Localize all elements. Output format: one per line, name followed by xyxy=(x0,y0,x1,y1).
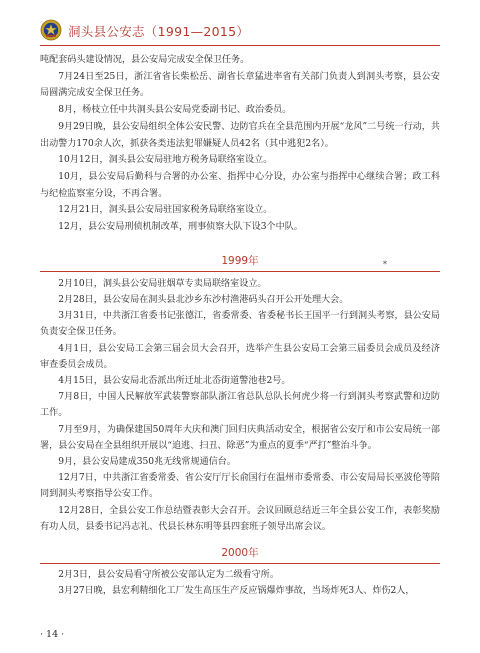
page-number: · 14 · xyxy=(40,629,65,640)
paragraph: 10月12日，洞头县公安局驻地方税务局联络室设立。 xyxy=(58,155,273,166)
paragraph: 4月1日，县公安局工会第三届会员大会召开，选举产生县公安局工会第三届委员会成员及经济审查委员会成员。 xyxy=(40,343,440,370)
paragraph: 2月28日，县公安局在洞头县北沙乡东沙村渔港码头召开公开处理大会。 xyxy=(58,294,349,305)
paragraph: 7月至9月，为确保建国50周年大庆和澳门回归庆典活动安全，根据省公安厅和市公安局统一部署，县公安局在全县组织开展以“追逃、扫丑、除恶”为重点的夏季“严打”整治斗争。 xyxy=(40,424,440,451)
page-header xyxy=(40,19,440,43)
paragraph: 9月29日晚，县公安局组织全体公安民警、边防官兵在全县范围内开展“龙风”二号统一行动，共出动警力170余人次，抓获各类违法犯罪嫌疑人员42名（其中逃犯2名）。 xyxy=(40,121,440,149)
paragraph: 12月21日，洞头县公安局驻国家税务局联络室设立。 xyxy=(58,205,273,216)
paragraph: 2月10日，洞头县公安局驻烟草专卖局联络室设立。 xyxy=(58,278,267,289)
header-title: 洞头县公安志（1991—2015） xyxy=(68,24,250,39)
paragraph: 2月3日，县公安局看守所被公安部认定为二级看守所。 xyxy=(58,569,279,580)
paragraph: 7月24日至25日，浙江省省长柴松岳、副省长章猛进率省有关部门负责人到洞头考察，县公安局圆满完成安全保卫任务。 xyxy=(40,71,440,99)
paragraph: 7月8日，中国人民解放军武装警察部队浙江省总队总队长何虎少将一行到洞头考察武警和边防工作。 xyxy=(40,392,440,419)
year-heading: 2000年 xyxy=(221,546,259,559)
paragraph: 9月，县公安局建成350兆无线常规通信台。 xyxy=(58,456,236,467)
paragraph: 12月，县公安局刑侦机制改革，刑事侦察大队下设3个中队。 xyxy=(58,222,303,233)
year-divider xyxy=(40,563,440,564)
paragraph: 3月27日晚，县宏利精细化工厂发生高压生产反应锅爆炸事故，当场炸死3人、炸伤2人， xyxy=(58,586,415,597)
paragraph: 8月，杨枝立任中共洞头县公安局党委副书记、政治委员。 xyxy=(58,105,292,116)
header-divider xyxy=(40,45,440,46)
paragraph: 12月7日，中共浙江省委常委、省公安厅厅长俞国行在温州市委常委、市公安局局长巫波伦等陪同到洞头考察指导公安工作。 xyxy=(40,473,440,500)
year-section-2000 xyxy=(40,545,440,564)
paragraph: 10月，县公安局后勤科与合署的办公室、指挥中心分设，办公室与指挥中心继续合署；政工科与纪检监察室分设，不再合署。 xyxy=(40,171,440,199)
year-heading: 1999年 xyxy=(221,254,259,267)
year-section-1999 xyxy=(40,253,440,272)
stray-mark: * xyxy=(383,260,387,269)
paragraph: 吨配套码头建设情况，县公安局完成安全保卫任务。 xyxy=(40,55,250,65)
paragraph: 4月15日，县公安局北岙派出所迁址北岙街道警池巷2号。 xyxy=(58,375,291,386)
police-emblem-icon xyxy=(40,19,62,41)
paragraph: 12月28日，全县公安工作总结暨表彰大会召开。会议回顾总结近三年全县公安工作，表彰奖励有功人员，县委书记冯志礼、代县长林东明等县四套班子领导出席会议。 xyxy=(40,505,440,532)
paragraph: 3月31日，中共浙江省委书记张德江，省委常委、省委秘书长王国平一行到洞头考察，县公安局负责安全保卫任务。 xyxy=(40,311,440,338)
year-divider xyxy=(40,271,440,272)
document-body xyxy=(40,52,440,599)
